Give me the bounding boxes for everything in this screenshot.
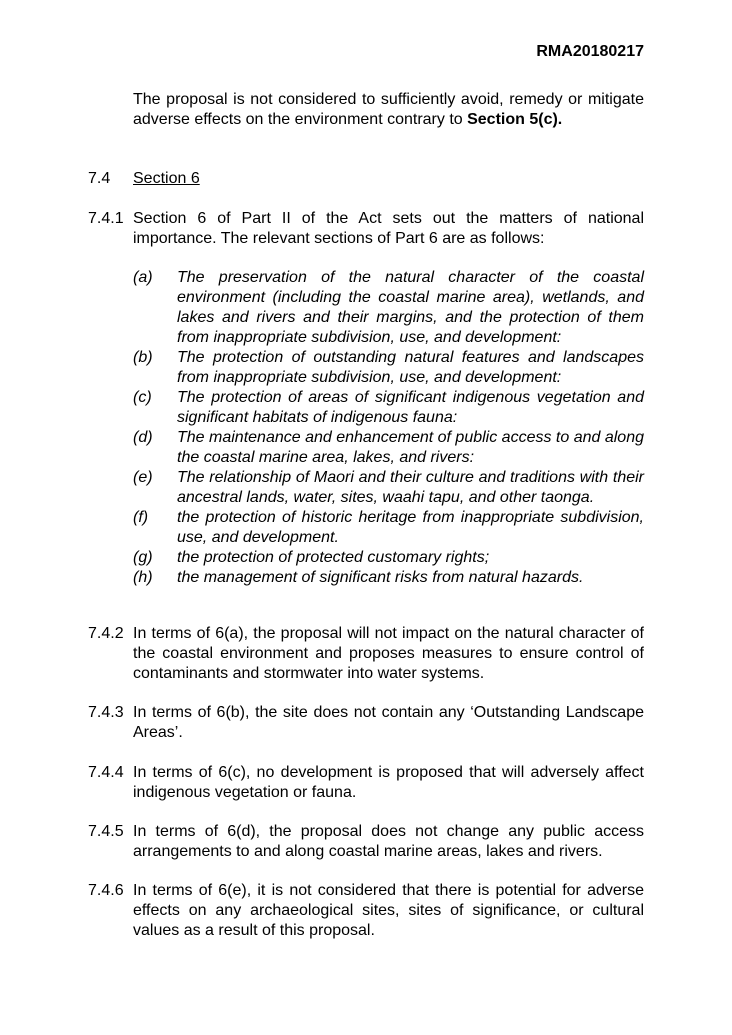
list-item-label: (a)	[133, 269, 153, 286]
paragraph-7-4-4	[88, 763, 644, 803]
paragraph-text: In terms of 6(e), it is not considered that there is potential for adverse effects on any archaeological sites, sites of significance, or cultural values as a result of this proposal.	[133, 882, 644, 939]
list-item-text: the protection of protected customary rights;	[177, 549, 490, 566]
list-item-text: the management of significant risks from natural hazards.	[177, 569, 584, 586]
list-item-text: The maintenance and enhancement of public access to and along the coastal marine area, lakes, and rivers:	[177, 429, 644, 466]
list-item-label: (h)	[133, 569, 153, 586]
list-item-label: (d)	[133, 429, 153, 446]
paragraph-number: 7.4.5	[88, 823, 124, 840]
paragraph-text: Section 6 of Part II of the Act sets out the matters of national importance. The relevant sections of Part 6 are as follows:	[133, 210, 644, 247]
list-item-text: The relationship of Maori and their culture and traditions with their ancestral lands, water, sites, waahi tapu, and other taonga.	[177, 469, 644, 506]
list-item-text: The protection of outstanding natural features and landscapes from inappropriate subdivision, use, and development:	[177, 349, 644, 386]
paragraph-number: 7.4.1	[88, 210, 124, 227]
list-item	[133, 548, 644, 568]
list-item-label: (e)	[133, 469, 153, 486]
section-title: Section 6	[133, 170, 200, 187]
list-item	[133, 468, 644, 508]
paragraph-7-4-1	[88, 209, 644, 249]
paragraph-text: In terms of 6(c), no development is proposed that will adversely affect indigenous vegetation or fauna.	[133, 764, 644, 801]
paragraph-number: 7.4.2	[88, 625, 124, 642]
list-item-label: (g)	[133, 549, 153, 566]
list-item-label: (b)	[133, 349, 153, 366]
list-item	[133, 268, 644, 348]
paragraph-number: 7.4.3	[88, 704, 124, 721]
list-item-text: The protection of areas of significant indigenous vegetation and significant habitats of indigenous fauna:	[177, 389, 644, 426]
paragraph-text: In terms of 6(a), the proposal will not impact on the natural character of the coastal environment and proposes measures to ensure control of contaminants and stormwater into water systems.	[133, 625, 644, 682]
list-item-label: (c)	[133, 389, 152, 406]
paragraph-number: 7.4.6	[88, 882, 124, 899]
document-reference: RMA20180217	[536, 43, 644, 60]
intro-section-reference: Section 5(c).	[467, 111, 563, 128]
intro-paragraph	[88, 90, 644, 130]
paragraph-number: 7.4.4	[88, 764, 124, 781]
paragraph-text: In terms of 6(d), the proposal does not change any public access arrangements to and along coastal marine areas, lakes and rivers.	[133, 823, 644, 860]
list-item	[133, 508, 644, 548]
paragraph-7-4-2	[88, 624, 644, 684]
list-item	[133, 388, 644, 428]
list-item	[133, 348, 644, 388]
intro-text: The proposal is not considered to sufficiently avoid, remedy or mitigate adverse effects on the environment contrary to	[133, 91, 644, 128]
matters-list	[133, 268, 644, 588]
list-item	[133, 428, 644, 468]
list-item	[133, 568, 644, 588]
paragraph-text: In terms of 6(b), the site does not contain any ‘Outstanding Landscape Areas’.	[133, 704, 644, 741]
section-number: 7.4	[88, 170, 111, 187]
paragraph-7-4-6	[88, 881, 644, 941]
list-item-label: (f)	[133, 509, 149, 526]
paragraph-7-4-5	[88, 822, 644, 862]
list-item-text: the protection of historic heritage from inappropriate subdivision, use, and development.	[177, 509, 644, 546]
section-heading	[88, 169, 644, 189]
paragraph-7-4-3	[88, 703, 644, 743]
list-item-text: The preservation of the natural character of the coastal environment (including the coastal marine area), wetlands, and lakes and rivers and their margins, and the protection of them from inappropriate subdivision, use, and development:	[177, 269, 644, 346]
